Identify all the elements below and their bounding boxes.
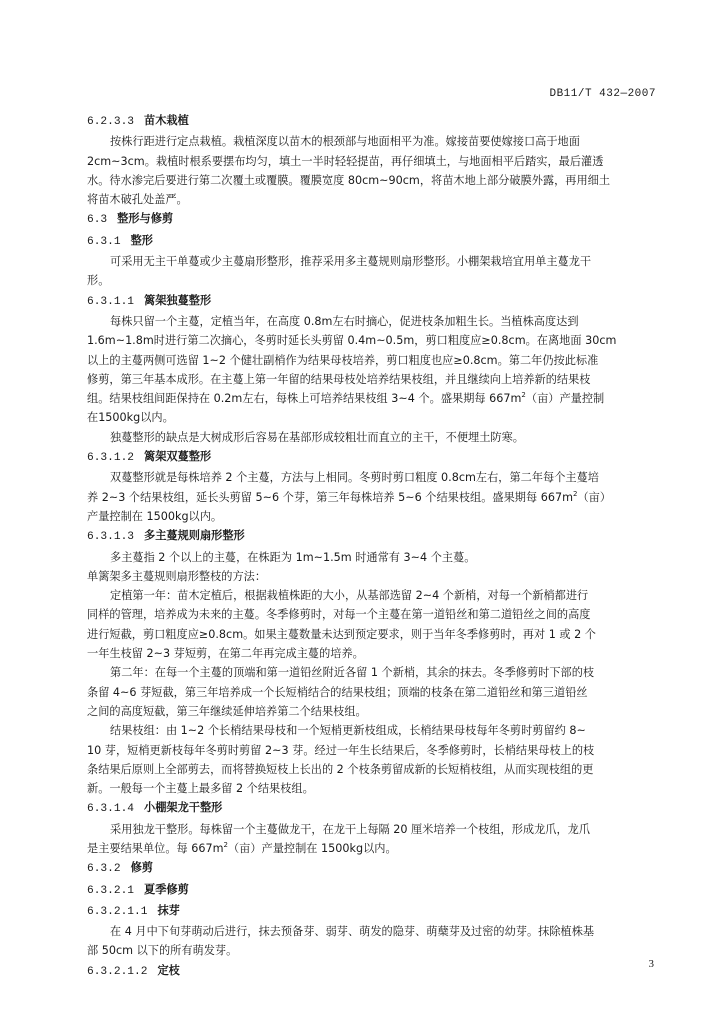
text-segment: 是主要结果单位。每 667m: [87, 841, 224, 855]
superscript: 2: [572, 489, 578, 498]
section-title: 整形: [130, 233, 153, 247]
section-heading-6-3-2-1-2: [87, 961, 647, 982]
paragraph-line: 形。: [87, 274, 110, 288]
section-number: 6.2.3.3: [87, 116, 134, 128]
section-heading-6-3-1-4: [87, 798, 647, 819]
paragraph-line: 条留 4~6 芽短截，第三年培养成一个长短梢结合的结果枝组；顶端的枝条在第二道铅丝和第三道铅丝: [87, 685, 588, 699]
section-number: 6.3.1.3: [87, 531, 134, 544]
paragraph-line: 产量控制在 1500kg以内。: [87, 509, 223, 523]
section-number: 6.3.2: [87, 863, 121, 876]
paragraph-line: 同样的管理，培养成为未来的主蔓。冬季修剪时，对每一个主蔓在第一道铅丝和第二道铅丝之间的高度: [87, 608, 591, 622]
section-number: 6.3.1.1: [87, 295, 134, 308]
paragraph-line: 结果枝组：由 1~2 个长梢结果母枝和一个短梢更新枝组成，长梢结果母枝每年冬剪时剪留约 8~: [110, 724, 586, 738]
section-heading-6-2-3-3: [87, 111, 647, 132]
paragraph-line: 新。一般每一个主蔓上最多留 2 个结果枝组。: [87, 782, 314, 796]
section-title: 篱架独蔓整形: [144, 293, 212, 307]
section-title: 篱架双蔓整形: [144, 450, 212, 464]
section-title: 夏季修剪: [144, 882, 189, 896]
section-title: 抹芽: [157, 903, 180, 917]
section-number: 6.3.2.1.2: [87, 965, 148, 978]
paragraph-line: 以上的主蔓两侧可选留 1~2 个健壮副梢作为结果母枝培养，剪口粗度也应≥0.8cm。第二年仍按此标准: [87, 353, 599, 367]
section-title: 定枝: [157, 963, 180, 977]
paragraph-line: 可采用无主干单蔓或少主蔓扇形整形，推荐采用多主蔓规则扇形整形。小棚架栽培宜用单主蔓龙干: [110, 255, 592, 269]
document-code: DB11/T 432—2007: [549, 88, 656, 100]
section-heading-6-3-2: [87, 858, 647, 879]
paragraph-line: 在1500kg以内。: [87, 411, 174, 425]
section-heading-6-3-1-1: [87, 291, 647, 312]
text-segment: 组。结果枝组间距保持在 0.2m左右，每株上可培养结果枝组 3~4 个。盛果期每 667m: [87, 392, 522, 406]
paragraph-line: 多主蔓指 2 个以上的主蔓，在株距为 1m~1.5m 时通常有 3~4 个主蔓。: [110, 550, 476, 564]
section-title: 多主蔓规则扇形整形: [144, 529, 245, 543]
section-heading-6-3: [87, 209, 647, 230]
section-title: 整形与修剪: [117, 212, 174, 226]
paragraph-line: 部 50cm 以下的所有萌发芽。: [87, 944, 238, 958]
paragraph-line: 采用独龙干整形。每株留一个主蔓做龙干，在龙干上每隔 20 厘米培养一个枝组，形成龙爪，龙爪: [110, 822, 591, 836]
section-number: 6.3.2.1: [87, 884, 134, 897]
paragraph-line: 第二年：在每一个主蔓的顶端和第一道铅丝附近各留 1 个新梢，其余的抹去。冬季修剪时下部的枝: [110, 666, 595, 680]
paragraph-line: 进行短截，剪口粗度应≥0.8cm。如果主蔓数量未达到预定要求，则于当年冬季修剪时，再对 1 或 2 个: [87, 627, 596, 641]
paragraph-line: 每株只留一个主蔓，定植当年，在高度 0.8m左右时摘心，促进枝条加粗生长。当植株高度达到: [110, 314, 579, 328]
section-heading-6-3-2-1: [87, 880, 647, 901]
paragraph-line: 单篱架多主蔓规则扇形整枝的方法：: [87, 569, 267, 583]
paragraph-line: 2cm~3cm。栽植时根系要摆布均匀，填土一半时轻轻提苗，再仔细填土，与地面相平后踏实，最后灌透: [87, 154, 604, 168]
paragraph-line: 一年生枝留 2~3 芽短剪，在第二年再完成主蔓的培养。: [87, 647, 364, 661]
paragraph-line: 条结果后原则上全部剪去，而将替换短枝上长出的 2 个枝条剪留成新的长短梢枝组，从而实现枝组的更: [87, 762, 594, 776]
section-title: 小棚架龙干整形: [144, 801, 223, 815]
section-heading-6-3-1: [87, 231, 647, 252]
superscript: 2: [521, 391, 526, 400]
text-segment: （亩）产量控制在 1500kg以内。: [227, 841, 397, 855]
paragraph-line: 按株行距进行定点栽植。栽植深度以苗木的根颈部与地面相平为准。嫁接苗要使嫁接口高于地面: [110, 135, 580, 149]
section-number: 6.3.2.1.1: [87, 905, 148, 918]
superscript: 2: [223, 840, 228, 849]
paragraph-line: 修剪，第三年基本成形。在主蔓上第一年留的结果母枝处培养结果枝组，并且继续向上培养新的结果枝: [87, 372, 591, 386]
document-body: [87, 111, 647, 982]
page-number: 3: [648, 958, 654, 970]
section-heading-6-3-2-1-1: [87, 901, 647, 922]
section-number: 6.3.1.2: [87, 452, 134, 465]
text-segment: 养 2~3 个结果枝组，延长头剪留 5~6 个芽，第三年每株培养 5~6 个结果枝组。盛果期每 667m: [87, 490, 573, 504]
section-number: 6.3.1: [87, 235, 121, 248]
paragraph-line: 在 4 月中下旬芽萌动后进行，抹去预备芽、弱芽、萌发的隐芽、萌蘖芽及过密的幼芽。抹除植株基: [110, 925, 595, 939]
text-segment: （亩）产量控制: [525, 392, 605, 406]
paragraph-line: 独蔓整形的缺点是大树成形后容易在基部形成较粗壮而直立的主干，不便埋土防寒。: [110, 430, 524, 444]
section-heading-6-3-1-2: [87, 447, 647, 468]
paragraph-line: 水。待水渗完后要进行第二次覆土或覆膜。覆膜宽度 80cm~90cm，将苗木地上部分破膜外露，再用细土: [87, 173, 611, 187]
section-title: 修剪: [130, 861, 153, 875]
paragraph-line: [87, 389, 647, 408]
section-number: 6.3.1.4: [87, 803, 134, 816]
section-title: 苗木栽植: [144, 114, 189, 127]
section-number: 6.3: [87, 214, 108, 227]
paragraph-line: 双蔓整形就是每株培养 2 个主蔓，方法与上相同。冬剪时剪口粗度 0.8cm左右，第二年每个主蔓培: [110, 471, 599, 485]
paragraph-line: [87, 488, 647, 507]
paragraph-line: 定植第一年：苗木定植后，根据栽植株距的大小，从基部选留 2~4 个新梢，对每一个新梢都进行: [110, 589, 589, 603]
paragraph-line: [87, 839, 647, 858]
paragraph-line: 将苗木破孔处盖严。: [87, 193, 188, 207]
paragraph-line: 10 芽，短梢更新枝每年冬剪时剪留 2~3 芽。经过一年生长结果后，冬季修剪时，长梢结果母枝上的枝: [87, 743, 595, 757]
paragraph-line: 之间的高度短截，第三年继续延伸培养第二个结果枝组。: [87, 704, 367, 718]
text-segment: （亩）: [577, 490, 612, 504]
paragraph-line: 1.6m~1.8m时进行第二次摘心，冬剪时延长头剪留 0.4m~0.5m，剪口粗度应≥0.8cm。在离地面 30cm: [87, 334, 617, 348]
section-heading-6-3-1-3: [87, 526, 647, 547]
